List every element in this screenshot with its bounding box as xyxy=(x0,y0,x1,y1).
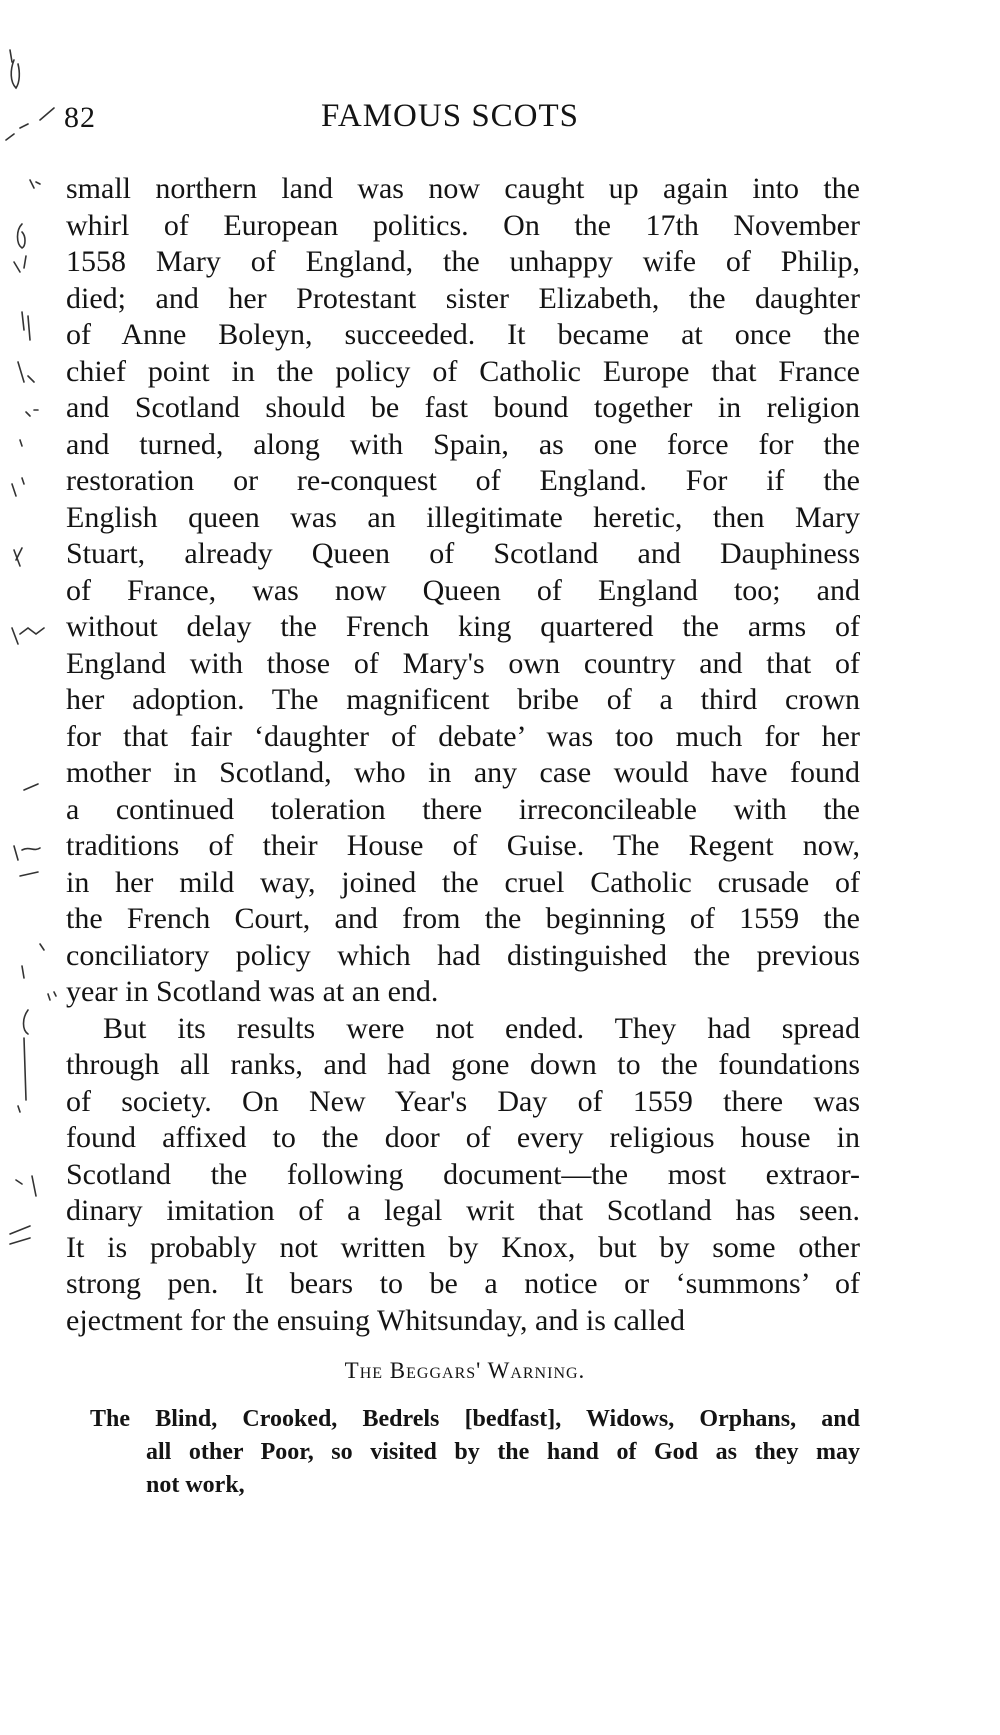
text-line: died; and her Protestant sister Elizabeth, the daughter xyxy=(66,281,860,315)
text-line: of France, was now Queen of England too; and xyxy=(66,573,860,607)
text-line: without delay the French king quartered the arms of xyxy=(66,610,860,643)
handwritten-margin-marks xyxy=(0,0,62,1735)
text-line: dinary imitation of a legal writ that Scotland has seen. xyxy=(66,1194,860,1227)
text-line: England with those of Mary's own country and that of xyxy=(66,646,860,680)
text-line: a continued toleration there irreconcileable with the xyxy=(66,792,860,826)
text-line: Stuart, already Queen of Scotland and Dauphiness xyxy=(66,537,860,570)
text-line: small northern land was now caught up again into the xyxy=(66,172,860,205)
text-line: of Anne Boleyn, succeeded. It became at once the xyxy=(66,318,860,351)
quote-line: all other Poor, so visited by the hand of God as they may xyxy=(146,1439,860,1465)
text-line: 1558 Mary of England, the unhappy wife of Philip, xyxy=(66,245,860,278)
text-line: traditions of their House of Guise. The Regent now, xyxy=(66,829,860,862)
text-line: restoration or re-conquest of England. For if the xyxy=(66,464,860,497)
text-line: But its results were not ended. They had spread xyxy=(103,1011,860,1045)
text-line: whirl of European politics. On the 17th November xyxy=(66,208,860,242)
text-line: English queen was an illegitimate heretic, then Mary xyxy=(66,500,860,534)
text-line: conciliatory policy which had distinguished the previous xyxy=(66,938,860,972)
text-line: for that fair ‘daughter of debate’ was too much for her xyxy=(66,719,860,753)
text-line: of society. On New Year's Day of 1559 there was xyxy=(66,1084,860,1118)
text-line: through all ranks, and had gone down to the foundations xyxy=(66,1048,860,1081)
text-line: the French Court, and from the beginning of 1559 the xyxy=(66,902,860,935)
text-line: Scotland the following document—the most extraor- xyxy=(66,1157,860,1191)
running-title: FAMOUS SCOTS xyxy=(320,98,580,134)
text-line: It is probably not written by Knox, but by some other xyxy=(66,1230,860,1264)
quote-line: not work, xyxy=(146,1472,245,1498)
text-line: and Scotland should be fast bound together in religion xyxy=(66,391,860,424)
page-number: 82 xyxy=(64,101,96,134)
text-line: her adoption. The magnificent bribe of a third crown xyxy=(66,683,860,716)
section-heading: The Beggars' Warning. xyxy=(344,1358,586,1383)
text-line: in her mild way, joined the cruel Catholic crusade of xyxy=(66,865,860,899)
text-line: year in Scotland was at an end. xyxy=(66,975,439,1008)
body-text xyxy=(66,171,860,1339)
text-line: found affixed to the door of every religious house in xyxy=(66,1121,860,1154)
quoted-document xyxy=(90,1403,860,1502)
text-line: ejectment for the ensuing Whitsunday, and is called xyxy=(66,1303,685,1337)
text-line: chief point in the policy of Catholic Europe that France xyxy=(66,354,860,388)
text-line: and turned, along with Spain, as one force for the xyxy=(66,427,860,461)
text-line: mother in Scotland, who in any case would have found xyxy=(66,756,860,789)
quote-line: The Blind, Crooked, Bedrels [bedfast], Widows, Orphans, and xyxy=(90,1406,860,1432)
text-line: strong pen. It bears to be a notice or ‘summons’ of xyxy=(66,1267,860,1300)
